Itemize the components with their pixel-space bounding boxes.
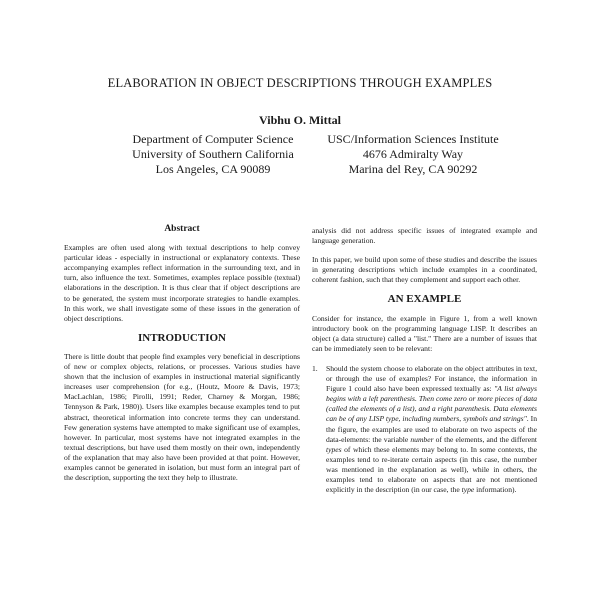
paper-title: ELABORATION IN OBJECT DESCRIPTIONS THROUGH EXAMPLES <box>107 76 493 90</box>
affiliation-usc-cs <box>118 132 308 177</box>
abstract-paragraph: Examples are often used along with textual descriptions to help convey particular ideas - especially in instructional or explanatory contexts. These accompanying examples reflect information in the surrounding text, and in turn, also influence the text. Sometimes, examples replace possible (textual) elaborations in the description. It is thus clear that if object descriptions are to be generated, the system must incorporate strategies to handle examples. In this work, we shall investigate some of these issues in the generation of object descriptions. <box>64 243 300 323</box>
affiliation-usc-isi <box>318 132 508 177</box>
affiliation-line: Department of Computer Science <box>132 132 294 146</box>
example-intro-paragraph: Consider for instance, the example in Figure 1, from a well known introductory book on the programming language LISP. It describes an object (a data structure) called a "list." There are a number of issues that can be immediately seen to be relevant: <box>312 313 537 353</box>
list-item-text: . In the figure, the examples are used to elaborate on two aspects of the data-elements: the variable <box>326 414 537 444</box>
list-item-text: of which these elements may belong to. In some contexts, the examples tend to re-iterate certain aspects (in this case, the number was mentioned in the explanation as well), while in others, the examples tend to elaborate on aspects that are not mentioned explicitly in the description (in our case, the <box>326 444 537 495</box>
list-item-number: 1. <box>312 363 318 373</box>
quoted-definition: "A list always begins with a left parenthesis. Then come zero or more pieces of data (called the elements of a list), and a right parenthesis. Data elements can be of any LISP type, including numbers, symbols and strings" <box>326 384 537 424</box>
affiliation-line: Marina del Rey, CA 90292 <box>348 162 478 176</box>
affiliation-line: USC/Information Sciences Institute <box>327 132 499 146</box>
author-name: Vibhu O. Mittal <box>259 113 341 127</box>
issue-list-item <box>312 364 537 495</box>
introduction-paragraph: There is little doubt that people find examples very beneficial in descriptions of new or complex objects, relations, or processes. Various studies have shown that the inclusion of examples in instructional material significantly increases user comprehension (for e.g., (Houtz, Moore & Davis, 1973; MacLachlan, 1986; Pirolli, 1991; Reder, Charney & Morgan, 1986; Tennyson & Park, 1980)). Users like examples because examples tend to put abstract, theoretical information into concrete terms they can understand. Few generation systems have attempted to make significant use of examples, however. In particular, most systems have not integrated examples in the textual descriptions, but have used them mostly on their own, independently of the explanation that may also have been provided at that point. However, examples cannot be generated in isolation, but must form an integral part of the description, supporting the text they help to illustrate. <box>64 351 300 483</box>
right-column <box>312 226 537 495</box>
list-item-text: information). <box>474 485 517 495</box>
continuation-paragraph: analysis did not address specific issues of integrated example and language generation. <box>312 226 537 246</box>
introduction-heading: INTRODUCTION <box>137 331 226 344</box>
left-column <box>64 224 300 483</box>
list-item-text: Should the system choose to elaborate on the object attributes in text, or through the use of examples? For instance, the information in Figure 1 could also have been expressed textually as: <box>326 363 537 394</box>
affiliation-line: 4676 Admiralty Way <box>362 147 464 161</box>
emphasis-types: types <box>326 444 342 454</box>
abstract-heading: Abstract <box>164 224 200 234</box>
affiliation-line: University of Southern California <box>132 147 294 161</box>
example-heading: AN EXAMPLE <box>387 293 462 306</box>
list-item-text: of the elements, and the different <box>433 434 537 444</box>
paper-overview-paragraph: In this paper, we build upon some of these studies and describe the issues in generating descriptions which include examples in a coordinated, coherent fashion, such that they complement and support each other. <box>312 255 537 285</box>
affiliation-line: Los Angeles, CA 90089 <box>155 162 271 176</box>
emphasis-number: number <box>410 434 434 444</box>
emphasis-type: type <box>461 485 475 495</box>
